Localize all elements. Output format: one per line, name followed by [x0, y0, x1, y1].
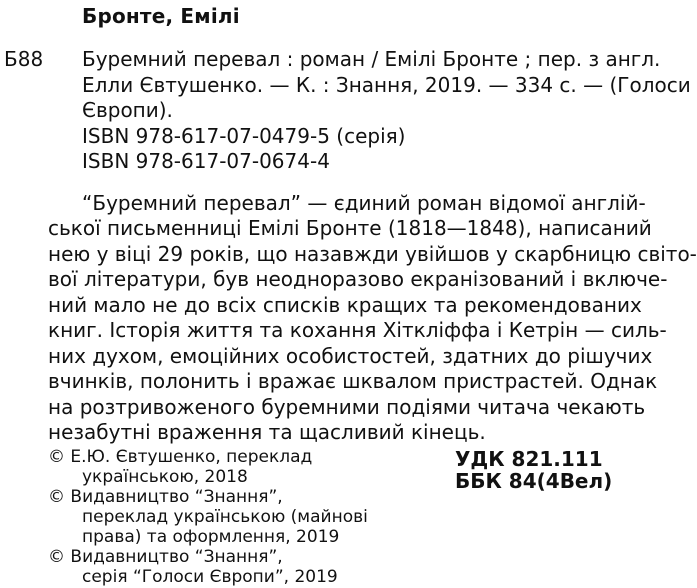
description-line: незабутні враження та щасливий кінець.	[48, 420, 486, 444]
description-line: них духом, емоційних особистостей, здатних до рішучих	[48, 344, 653, 368]
copyright-line: українською, 2018	[82, 467, 248, 487]
description-line: нею у віці 29 років, що назавжди увійшов у скарбницю світо-	[48, 242, 697, 266]
description-line: ний мало не до всіх списків кращих та рекомендованих	[48, 293, 642, 317]
copyright-line: серія “Голоси Європи”, 2019	[82, 567, 338, 587]
description-line: на розтривоженого буремними подіями читача чекають	[48, 395, 646, 419]
bibliographic-line: Європи).	[82, 98, 173, 122]
bibliographic-line: Буремний перевал : роман / Емілі Бронте ; пер. з англ.	[82, 47, 661, 71]
isbn-book: ISBN 978-617-07-0674-4	[82, 149, 330, 173]
description-line: ської письменниці Емілі Бронте (1818—1848), написаний	[48, 216, 652, 240]
copyright-line: © Видавництво “Знання”,	[48, 487, 283, 507]
bibliographic-line: Елли Євтушенко. — К. : Знання, 2019. — 334 с. — (Голоси	[82, 73, 691, 97]
copyright-line: © Е.Ю. Євтушенко, переклад	[48, 447, 313, 467]
isbn-series: ISBN 978-617-07-0479-5 (серія)	[82, 124, 406, 148]
library-code: Б88	[4, 47, 44, 71]
author-heading: Бронте, Емілі	[82, 4, 240, 28]
description-line: книг. Історія життя та кохання Хіткліффа і Кетрін — силь-	[48, 318, 667, 342]
description-line: вої літератури, був неодноразово екранізований і включе-	[48, 267, 668, 291]
description-line: вчинків, полонить і вражає шквалом пристрастей. Однак	[48, 369, 658, 393]
description-line: “Буремний перевал” — єдиний роман відомої англій-	[82, 191, 646, 215]
udk-code: УДК 821.111	[455, 447, 603, 471]
copyright-line: переклад українською (майнові	[82, 507, 368, 527]
copyright-line: права) та оформлення, 2019	[82, 527, 340, 547]
bbk-code: ББК 84(4Вел)	[455, 469, 613, 493]
copyright-line: © Видавництво “Знання”,	[48, 547, 283, 567]
